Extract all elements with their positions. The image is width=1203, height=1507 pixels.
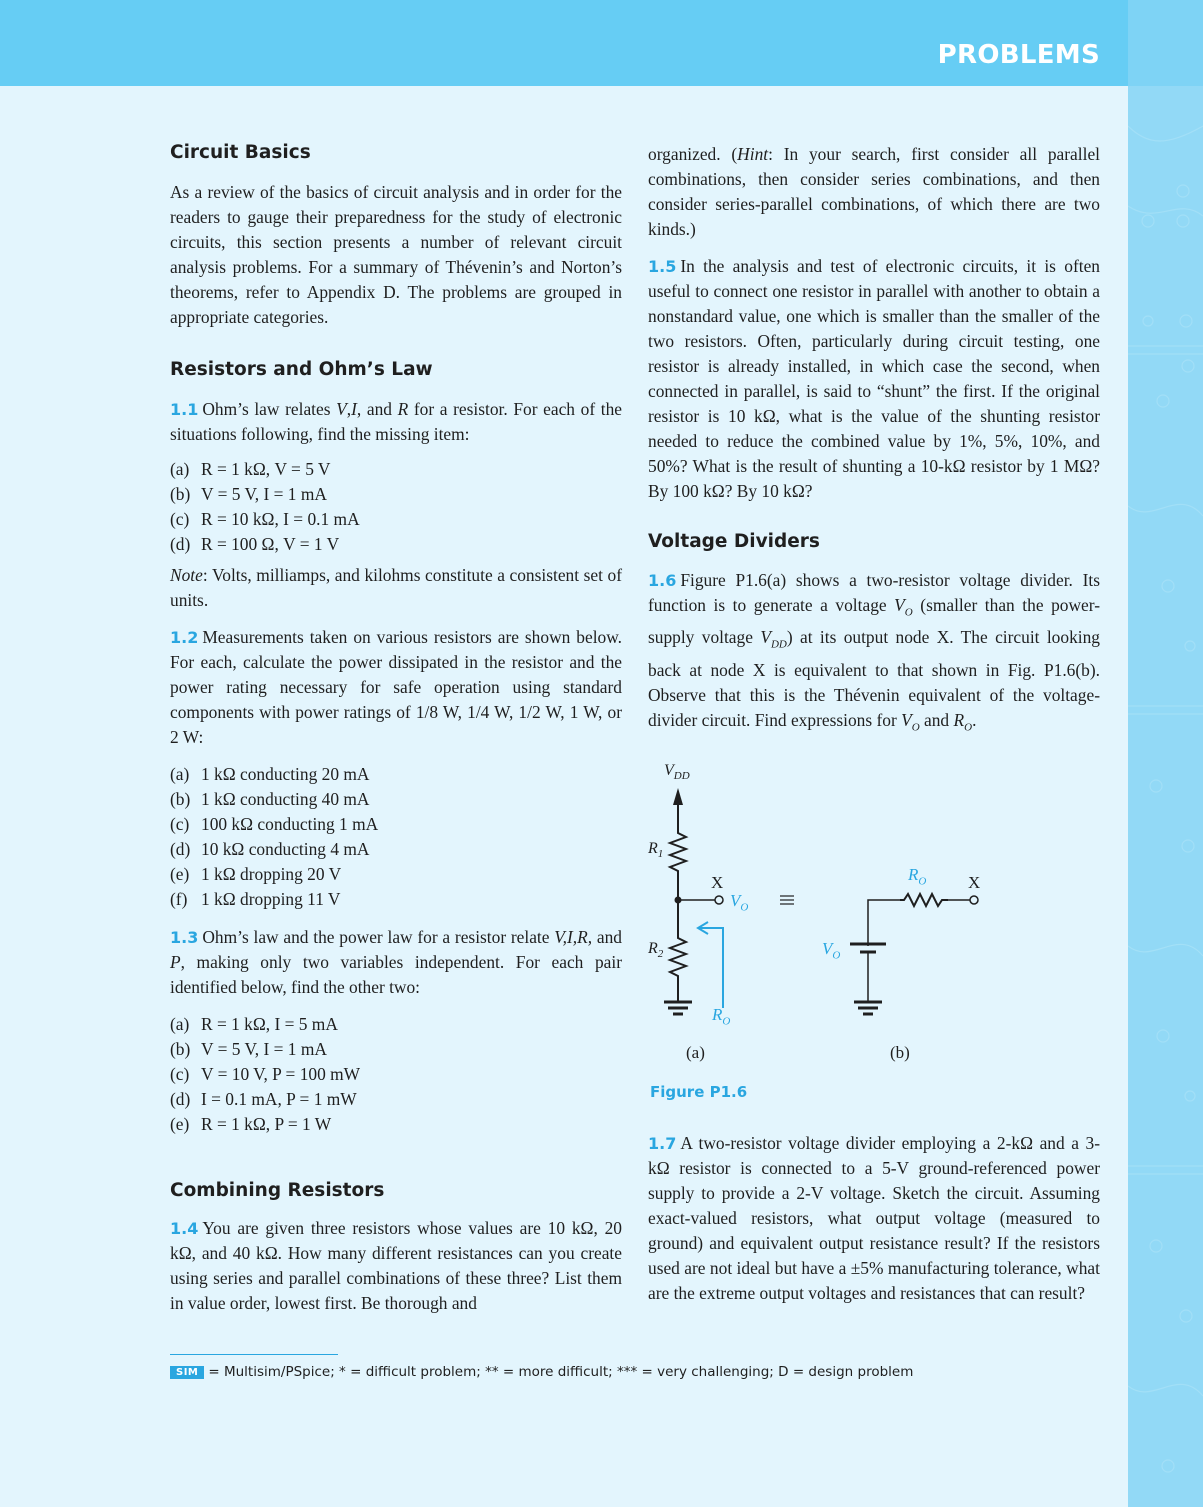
problem-text: Ohm’s law relates bbox=[202, 399, 337, 419]
problem-number: 1.3 bbox=[170, 928, 199, 947]
item-text: 100 kΩ conducting 1 mA bbox=[201, 814, 379, 834]
item-text: V = 5 V, I = 1 mA bbox=[201, 484, 327, 504]
problem-1-2-items bbox=[170, 762, 622, 912]
problem-1-2 bbox=[170, 625, 622, 750]
list-item bbox=[170, 532, 622, 557]
item-label: (d) bbox=[170, 1089, 191, 1109]
item-label: (e) bbox=[170, 1114, 190, 1134]
problem-number: 1.2 bbox=[170, 628, 199, 647]
label-ro-b: $R_O$ bbox=[908, 865, 927, 888]
problem-number: 1.4 bbox=[170, 1219, 199, 1238]
circuit-pattern-icon bbox=[1128, 86, 1203, 1507]
item-label: (f) bbox=[170, 889, 188, 909]
item-text: 10 kΩ conducting 4 mA bbox=[201, 839, 370, 859]
subfigure-label-b: (b) bbox=[890, 1043, 910, 1063]
list-item bbox=[170, 812, 622, 837]
section-heading-circuit-basics: Circuit Basics bbox=[170, 142, 311, 163]
separator: , bbox=[346, 399, 352, 419]
var-vdd-sub: DD bbox=[770, 638, 787, 651]
var-ro-sub: O bbox=[964, 721, 973, 734]
problem-text: . bbox=[972, 709, 977, 730]
problem-number: 1.7 bbox=[648, 1134, 677, 1154]
item-label: (a) bbox=[170, 764, 190, 784]
problem-1-7 bbox=[648, 1131, 1100, 1306]
list-item bbox=[170, 1037, 622, 1062]
item-text: 1 kΩ conducting 40 mA bbox=[201, 789, 370, 809]
section-heading-voltage-dividers: Voltage Dividers bbox=[648, 531, 820, 552]
item-label: (a) bbox=[170, 1014, 190, 1034]
item-text: 1 kΩ dropping 20 V bbox=[201, 864, 342, 884]
problem-text: Measurements taken on various resistors are shown below. For each, calculate the power dissipated in the resistor and the power rating necessary for safe operation using standard components with power ratings of 1/8 W, 1/4 W, 1/2 W, 1 W, or 2 W: bbox=[170, 627, 622, 747]
problem-1-3 bbox=[170, 925, 622, 1000]
problem-1-6 bbox=[648, 568, 1100, 740]
list-item bbox=[170, 762, 622, 787]
list-item bbox=[170, 457, 622, 482]
var-v: V bbox=[336, 399, 347, 419]
item-label: (d) bbox=[170, 839, 191, 859]
item-label: (c) bbox=[170, 509, 190, 529]
figure-caption: Figure P1.6 bbox=[650, 1083, 748, 1102]
vars-vir: V,I,R, bbox=[554, 927, 593, 947]
problem-number: 1.1 bbox=[170, 400, 199, 419]
list-item bbox=[170, 787, 622, 812]
problem-text: Figure P1.6(a) shows a two-resistor voltage divider. Its function is to generate a voltage bbox=[648, 570, 1100, 615]
problem-text: (smaller than the power-supply voltage bbox=[648, 595, 1100, 648]
list-item bbox=[170, 862, 622, 887]
item-text: R = 100 Ω, V = 1 V bbox=[201, 534, 340, 554]
var-r: R bbox=[397, 399, 409, 419]
problem-text: and bbox=[592, 927, 622, 947]
page-title: PROBLEMS bbox=[937, 40, 1100, 70]
hint-label: Hint bbox=[737, 144, 769, 164]
section-heading-combining-resistors: Combining Resistors bbox=[170, 1180, 385, 1201]
problem-1-1-items bbox=[170, 457, 622, 557]
left-column bbox=[170, 140, 622, 1316]
item-text: 1 kΩ dropping 11 V bbox=[201, 889, 341, 909]
item-text: R = 10 kΩ, I = 0.1 mA bbox=[201, 509, 360, 529]
list-item bbox=[170, 507, 622, 532]
item-label: (c) bbox=[170, 1064, 190, 1084]
problem-text: In the analysis and test of electronic circuits, it is often useful to connect one resistor in parallel with another to obtain a nonstandard value, one which is smaller than the smaller of the two resistors. Often, particularly during circuit testing, one resistor is already installed, in which case the second, when connected in parallel, is said to “shunt” the first. If the original resistor is 10 kΩ, what is the value of the shunting resistor needed to reduce the combined value by 1%, 5%, 10%, and 50%? What is the result of shunting a 10-kΩ resistor by 1 MΩ? By 100 kΩ? By 10 kΩ? bbox=[648, 256, 1100, 501]
list-item bbox=[170, 837, 622, 862]
item-label: (b) bbox=[170, 484, 191, 504]
problem-text: for a resistor. For each of the situations following, find the missing item: bbox=[170, 399, 622, 444]
problem-1-4-continued bbox=[648, 142, 1100, 242]
section-heading-resistors-ohms-law: Resistors and Ohm’s Law bbox=[170, 359, 433, 380]
figure-p1-6 bbox=[648, 758, 1108, 1102]
problem-text: A two-resistor voltage divider employing a 2-kΩ and a 3-kΩ resistor is connected to a 5-V ground-referenced power supply to provide a 2-V voltage. Sketch the circuit. Assuming exact-valued resistors, what output voltage (measured to ground) and equivalent output resistance result? If the resistors used are not ideal but have a ±5% manufacturing tolerance, what are the extreme output voltages and resistances that can result? bbox=[648, 1133, 1100, 1304]
var-i: I bbox=[351, 399, 357, 419]
item-label: (d) bbox=[170, 534, 191, 554]
item-label: (b) bbox=[170, 789, 191, 809]
problem-text: ) at its output node X. The circuit looking back at node X is equivalent to that shown in Fig. P1.6(b). Observe that this is the Thévenin equivalent of the voltage-divider circuit. Find expressions for bbox=[648, 627, 1100, 730]
item-text: R = 1 kΩ, P = 1 W bbox=[201, 1114, 332, 1134]
right-column bbox=[648, 142, 1100, 1306]
label-node-x-a: X bbox=[711, 873, 724, 893]
item-text: R = 1 kΩ, I = 5 mA bbox=[201, 1014, 338, 1034]
item-label: (b) bbox=[170, 1039, 191, 1059]
problem-text: , making only two variables independent. For each pair identified below, find the other two: bbox=[170, 952, 622, 997]
list-item bbox=[170, 482, 622, 507]
label-vdd: $V_{DD}$ bbox=[664, 762, 690, 783]
var-vo-sub: O bbox=[911, 721, 920, 734]
var-p: P bbox=[170, 952, 181, 972]
problem-1-5 bbox=[648, 254, 1100, 504]
var-vdd: V bbox=[760, 627, 771, 648]
sim-badge: SIM bbox=[170, 1366, 204, 1379]
footer-legend bbox=[170, 1364, 913, 1380]
label-r2: $R_2$ bbox=[648, 940, 664, 961]
item-text: V = 10 V, P = 100 mW bbox=[201, 1064, 361, 1084]
side-decoration-strip bbox=[1128, 86, 1203, 1507]
item-label: (c) bbox=[170, 814, 190, 834]
item-text: I = 0.1 mA, P = 1 mW bbox=[201, 1089, 357, 1109]
var-vo: V bbox=[894, 595, 905, 615]
list-item bbox=[170, 1112, 622, 1137]
list-item bbox=[170, 1087, 622, 1112]
list-item bbox=[170, 1012, 622, 1037]
label-vo-b: $V_O$ bbox=[822, 939, 841, 962]
label-r1: $R_1$ bbox=[648, 840, 664, 861]
problem-text: : In your search, first consider all parallel combinations, then consider series combinations, and then consider series-parallel combinations, of which there are two kinds.) bbox=[648, 144, 1100, 239]
note-label: Note bbox=[170, 565, 203, 585]
label-ro-a: $R_O$ bbox=[712, 1005, 731, 1028]
list-item bbox=[170, 1062, 622, 1087]
problem-text: organized. ( bbox=[648, 144, 738, 164]
problem-1-3-items bbox=[170, 1012, 622, 1137]
var-ro: R bbox=[953, 709, 965, 730]
problem-1-1 bbox=[170, 397, 622, 447]
circuit-basics-intro: As a review of the basics of circuit analysis and in order for the readers to gauge their preparedness for the study of electronic circuits, this section presents a number of relevant circuit analysis problems. For a summary of Thévenin’s and Norton’s theorems, refer to Appendix D. The problems are grouped in appropriate categories. bbox=[170, 182, 622, 327]
problem-text: , and bbox=[356, 399, 398, 419]
var-vo: V bbox=[901, 709, 912, 730]
var-vo-sub: O bbox=[904, 606, 913, 619]
problem-1-1-note bbox=[170, 563, 622, 613]
side-decoration-top bbox=[1128, 0, 1203, 86]
list-item bbox=[170, 887, 622, 912]
subfigure-label-a: (a) bbox=[686, 1043, 705, 1063]
problem-1-4-part1 bbox=[170, 1216, 622, 1316]
item-label: (a) bbox=[170, 459, 190, 479]
label-node-x-b: X bbox=[968, 873, 981, 893]
item-text: V = 5 V, I = 1 mA bbox=[201, 1039, 327, 1059]
problem-text: and bbox=[919, 709, 954, 730]
problem-text: Ohm’s law and the power law for a resistor relate bbox=[202, 927, 555, 947]
problem-number: 1.5 bbox=[648, 257, 677, 276]
item-text: R = 1 kΩ, V = 5 V bbox=[201, 459, 331, 479]
problem-number: 1.6 bbox=[648, 571, 677, 590]
label-vo-a: $V_O$ bbox=[730, 891, 749, 914]
footer-text: = Multisim/PSpice; * = difficult problem; ** = more difficult; *** = very challenging; D = design problem bbox=[208, 1364, 914, 1380]
footer-divider bbox=[170, 1354, 338, 1355]
note-text: : Volts, milliamps, and kilohms constitute a consistent set of units. bbox=[170, 565, 622, 610]
item-label: (e) bbox=[170, 864, 190, 884]
item-text: 1 kΩ conducting 20 mA bbox=[201, 764, 370, 784]
problem-text: You are given three resistors whose values are 10 kΩ, 20 kΩ, and 40 kΩ. How many different resistances can you create using series and parallel combinations of these three? List them in value order, lowest first. Be thorough and bbox=[170, 1218, 622, 1313]
